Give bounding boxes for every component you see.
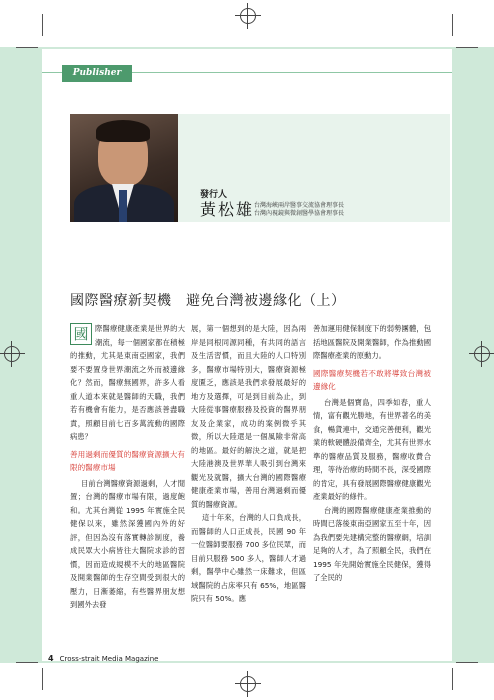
article-column-1 bbox=[70, 322, 185, 612]
magazine-name: Cross-strait Media Magazine bbox=[59, 655, 159, 663]
top-green-rule bbox=[42, 47, 452, 49]
crop-mark bbox=[456, 662, 478, 663]
registration-mark bbox=[4, 346, 20, 362]
section-subhead: 善用過剩而優質的醫療資源擴大有限的醫療市場 bbox=[70, 449, 185, 472]
crop-mark bbox=[42, 668, 43, 690]
article-paragraph: 目前台灣醫療資源過剩，人才閒置；台灣的醫療市場有限，過度飽和。尤其台灣從 1995 年實施全民健保以來，雖然深獲國內外的好評，但因為沒有落實轉診制度，養成民眾大小病皆往大醫院求診的習慣，因而造成規模不大的地區醫院及開業醫師的生存空間受到很大的壓力，日漸萎縮，有些醫界朋友想到國外去發 bbox=[70, 478, 185, 609]
crop-mark bbox=[16, 47, 38, 48]
publisher-role: 台灣海峽兩岸醫事交流協會理事長 bbox=[254, 202, 345, 209]
publisher-section-label: Publisher bbox=[62, 65, 132, 82]
section-subhead: 國際醫療契機若不敢將導致台灣被邊緣化 bbox=[313, 368, 431, 391]
article-paragraph: 台灣是個寶島，四季如春，重人情，富有觀光勝地，有世界著名的美食，暢貨連中，交通完善便利，觀光業的軟硬體設備齊全，尤其有世界水準的醫療品質及服務，醫療收費合理，等待治療的時間不長，深受國際的肯定，具有發展國際醫療健康觀光產業最好的條件。 bbox=[313, 397, 431, 501]
article-column-2 bbox=[191, 322, 306, 606]
crop-mark bbox=[42, 14, 43, 36]
crop-mark bbox=[456, 47, 478, 48]
article-paragraph: 國 際醫療健康產業是世界的大潮流，每一個國家都在積極的推動，尤其是東南亞國家，我們要不要置身世界潮流之外而被邊緣化？然而，醫療無國界，許多人看重人道本來就是醫師的天職，我們若有機會有能力，是否應該善盡職責，照顧目前七百多萬流動的國際病患？ bbox=[70, 324, 185, 441]
registration-mark bbox=[474, 346, 490, 362]
publisher-title: 發行人 bbox=[200, 190, 228, 200]
publisher-portrait bbox=[70, 114, 178, 222]
article-headline: 國際醫療新契機 避免台灣被邊緣化（上） bbox=[70, 293, 346, 309]
crop-mark bbox=[16, 662, 38, 663]
article-paragraph: 展，第一個想到的是大陸，因為兩岸是同根同源同種，有共同的語言及生活習慣，而且大陸的人口特別多，醫療市場特別大，醫療資源極度匱乏，應該是我們求發展最好的地方及選擇，可是到目前為止，到大陸從事醫療服務及投資的醫界朋友及企業家，成功的案例微乎其微，所以大陸還是一個風險非常高的地區。最好的解決之道，就是把大陸港澳及世界華人吸引到台灣來觀光及就醫，擴大台灣的國際醫療健康產業市場，善用台灣過剩而優質的醫療資源。 bbox=[191, 324, 306, 509]
article-paragraph: 這十年來，台灣的人口負成長，而醫師的人口正成長，民國 90 年一位醫師要服務 700 多位民眾，而目前只服務 500 多人，醫師人才過剩，醫學中心雖然一床難求，但區域醫院的占床率只有 65%，地區醫院只有 50%。應 bbox=[191, 513, 306, 603]
drop-cap: 國 bbox=[70, 323, 92, 345]
article-paragraph: 台灣的國際醫療健康產業推動的時間已落後東南亞國家五至十年，因為我們要先建構完整的醫療網，培訓足夠的人才，為了照顧全民，我們在 1995 年先開始實施全民健保，獲得了全民的 bbox=[313, 505, 431, 582]
crop-mark bbox=[452, 14, 453, 36]
publisher-name: 黃松雄 bbox=[200, 200, 255, 219]
article-column-3 bbox=[313, 322, 431, 585]
article-paragraph: 善加運用健保制度下的弱勢團體，包括地區醫院及開業醫師，作為推動國際醫療產業的原動力。 bbox=[313, 324, 431, 360]
page-number: 4 bbox=[48, 654, 54, 663]
registration-mark bbox=[240, 676, 256, 692]
publisher-role: 台灣內視鏡與微創醫學協會理事長 bbox=[254, 210, 345, 217]
crop-mark bbox=[452, 668, 453, 690]
registration-mark bbox=[240, 8, 256, 24]
page-footer bbox=[48, 654, 158, 663]
